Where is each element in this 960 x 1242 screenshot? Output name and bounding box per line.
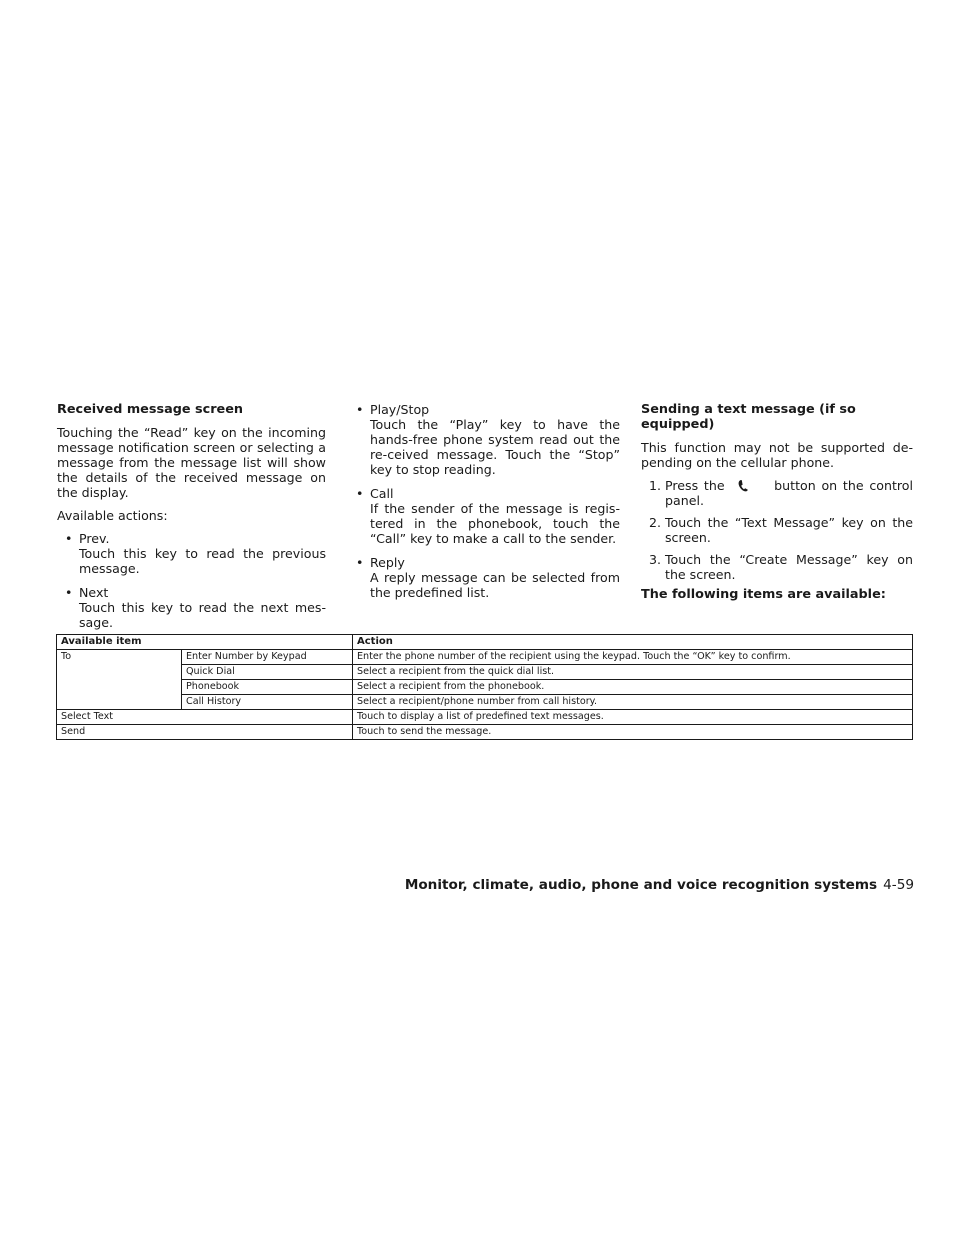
action-label: Next [79, 585, 109, 600]
table-row [57, 710, 913, 725]
action-call [354, 486, 620, 546]
section-title: Monitor, climate, audio, phone and voice recognition systems [404, 877, 878, 893]
action-next [63, 585, 326, 630]
bullet-icon: • [65, 531, 73, 546]
column-1 [57, 402, 326, 639]
sub-item-cell: Call History [182, 695, 353, 710]
sending-intro: This function may not be supported de-pending on the cellular phone. [641, 440, 913, 470]
header-available-item: Available item [57, 635, 353, 650]
step-text-before: Press the [665, 478, 725, 493]
page-footer [405, 877, 914, 893]
step-number: 2. [649, 515, 662, 530]
page-number: 4-59 [883, 877, 914, 893]
step-1 [641, 478, 913, 508]
action-prev [63, 531, 326, 576]
action-label: Play/Stop [370, 402, 430, 417]
table-row [57, 650, 913, 665]
action-text: A reply message can be selected from the predefined list. [370, 570, 620, 600]
item-cell: Send [57, 725, 353, 740]
header-action: Action [353, 635, 913, 650]
step-2 [641, 515, 913, 545]
received-message-heading: Received message screen [57, 402, 243, 417]
sending-heading: Sending a text message (if so equipped) [641, 402, 856, 432]
available-items-table [56, 634, 913, 740]
step-text-after: button on the control panel. [665, 478, 914, 508]
action-label: Prev. [79, 531, 110, 546]
action-cell: Select a recipient/phone number from call history. [353, 695, 913, 710]
action-cell: Select a recipient from the quick dial list. [353, 665, 913, 680]
sub-item-cell: Phonebook [182, 680, 353, 695]
action-label: Reply [370, 555, 405, 570]
step-text: Touch the “Create Message” key on the screen. [665, 552, 913, 582]
action-cell: Select a recipient from the phonebook. [353, 680, 913, 695]
action-text: Touch this key to read the previous message. [79, 546, 326, 576]
step-number: 1. [649, 478, 662, 493]
column-3 [641, 402, 913, 602]
to-item-cell: To [57, 650, 182, 710]
bullet-icon: • [356, 555, 364, 570]
step-3 [641, 552, 913, 582]
action-text: If the sender of the message is regis-tered in the phonebook, touch the “Call” key to make a call to the sender. [370, 501, 620, 546]
bullet-icon: • [356, 402, 364, 417]
bullet-icon: • [65, 585, 73, 600]
sub-item-cell: Enter Number by Keypad [182, 650, 353, 665]
step-text: Touch the “Text Message” key on the screen. [665, 515, 913, 545]
received-intro: Touching the “Read” key on the incoming message notification screen or selecting a message from the message list will show the details of the received message on the display. [57, 425, 326, 500]
action-label: Call [370, 486, 394, 501]
action-reply [354, 555, 620, 600]
table-row [57, 725, 913, 740]
sub-item-cell: Quick Dial [182, 665, 353, 680]
action-play-stop [354, 402, 620, 477]
action-text: Touch the “Play” key to have the hands-free phone system read out the re-ceived message. Touch the “Stop” key to stop reading. [370, 417, 620, 477]
action-cell: Touch to display a list of predefined text messages. [353, 710, 913, 725]
table-row [57, 665, 913, 680]
action-cell: Touch to send the message. [353, 725, 913, 740]
item-cell: Select Text [57, 710, 353, 725]
table-header-row [57, 635, 913, 650]
column-2 [354, 402, 620, 609]
bullet-icon: • [356, 486, 364, 501]
action-cell: Enter the phone number of the recipient using the keypad. Touch the “OK” key to confirm. [353, 650, 913, 665]
phone-icon [730, 478, 768, 493]
table-row [57, 695, 913, 710]
available-actions-label: Available actions: [57, 508, 168, 523]
action-text: Touch this key to read the next mes-sage. [79, 600, 326, 630]
step-number: 3. [649, 552, 662, 567]
following-items-heading: The following items are available: [641, 587, 886, 602]
table-row [57, 680, 913, 695]
